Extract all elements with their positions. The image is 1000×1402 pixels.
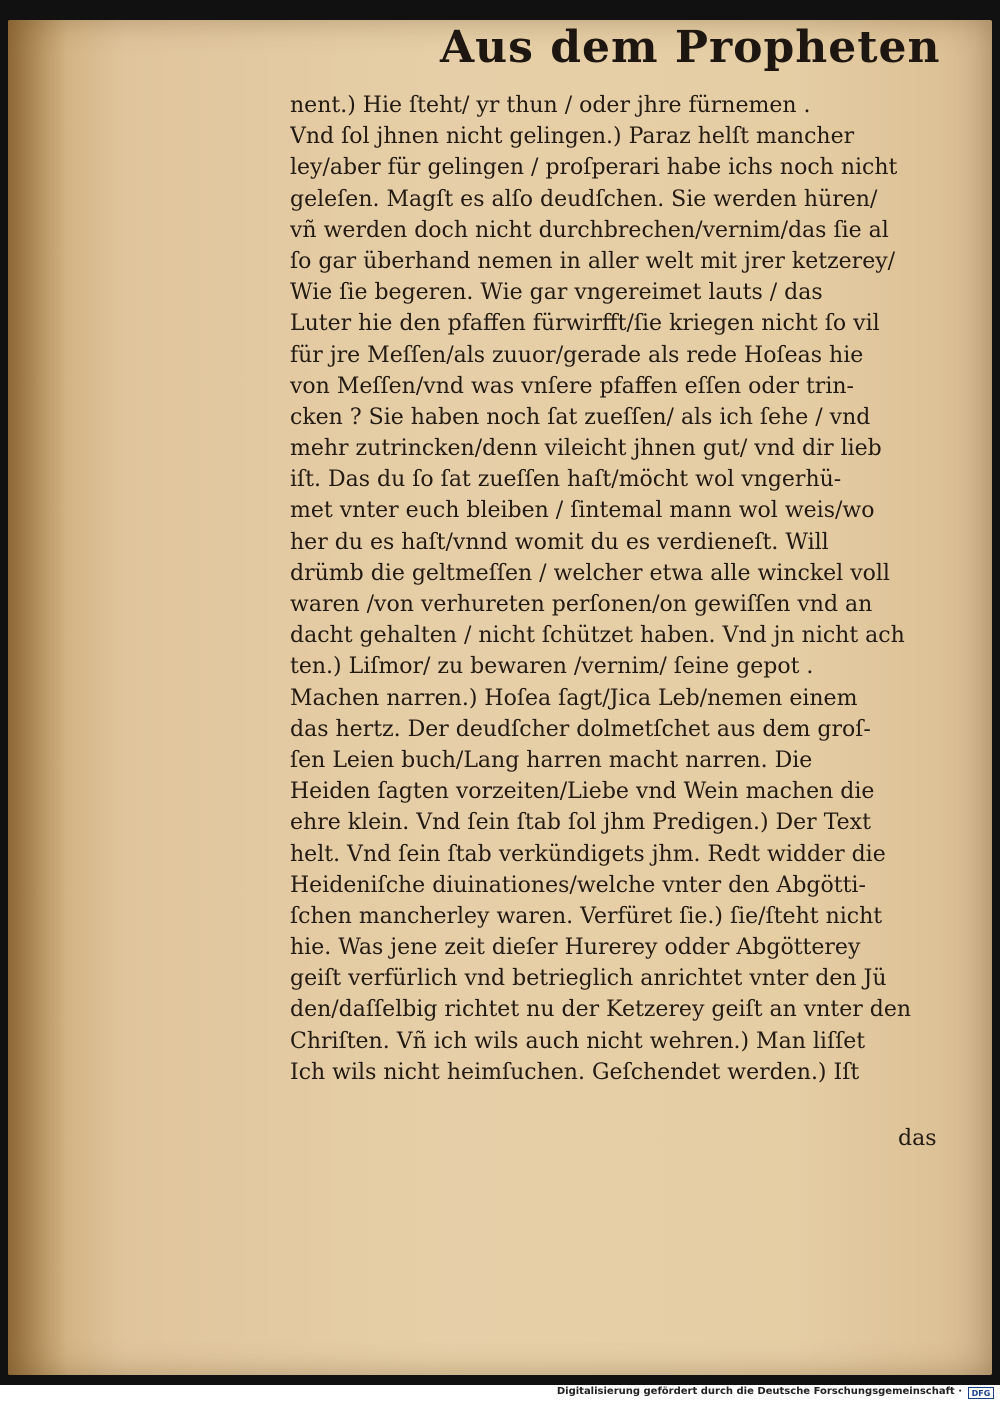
text-line: geleſen. Magſt es alſo deudſchen. Sie werden hüren/ (290, 186, 878, 212)
text-line: waren /von verhureten perſonen/on gewiſſen vnd an (290, 592, 873, 617)
text-line: ley/aber für gelingen / proſperari habe ichs noch nicht (290, 155, 898, 181)
text-line: das hertz. Der deudſcher dolmetſchet aus dem groſ- (290, 716, 871, 742)
text-line: vñ werden doch nicht durchbrechen/vernim/das ſie al (290, 217, 889, 243)
text-line: helt. Vnd ſein ſtab verkündigets jhm. Redt widder die (290, 841, 886, 867)
text-line: ſchen mancherley waren. Verfüret ſie.) ſie/ſteht nicht (290, 903, 883, 929)
text-line: her du es haſt/vnnd womit du es verdieneſt. Will (290, 529, 829, 555)
text-line: nent.) Hie ſteht/ yr thun / oder jhre fürnemen . (290, 93, 811, 118)
text-line: Heideniſche diuinationes/welche vnter den Abgötti- (290, 872, 866, 898)
page-binding-shadow (8, 20, 68, 1375)
text-line: Heiden ſagten vorzeiten/Liebe vnd Wein machen die (290, 779, 875, 805)
text-line: cken ? Sie haben noch ſat zueſſen/ als ich ſehe / vnd (290, 404, 871, 430)
text-line: ehre klein. Vnd ſein ſtab ſol jhm Predigen.) Der Text (290, 810, 871, 836)
text-line: Wie ſie begeren. Wie gar vngereimet lauts / das (290, 280, 823, 306)
funding-credit: Digitalisierung gefördert durch die Deutsche Forschungsgemeinschaft · (556, 1386, 962, 1397)
text-line: geiſt verfürlich vnd betrieglich anrichtet vnter den Jü (290, 966, 887, 992)
text-line: met vnter euch bleiben / ſintemal mann wol weis/wo (290, 498, 875, 524)
text-line: ten.) Liſmor/ zu bewaren /vernim/ ſeine gepot . (290, 654, 814, 680)
dfg-logo: DFG (968, 1387, 994, 1399)
text-line: Luter hie den pfaffen fürwirfft/ſie kriegen nicht ſo vil (290, 311, 880, 337)
text-line: Ich wils nicht heimſuchen. Geſchendet werden.) Iſt (290, 1059, 860, 1085)
text-line: Machen narren.) Hoſea ſagt/Jica Leb/nemen einem (290, 685, 858, 711)
text-line: für jre Meſſen/als zuuor/gerade als rede Hoſeas hie (290, 342, 864, 368)
running-headline: Aus dem Propheten (440, 22, 941, 73)
text-line: hie. Was jene zeit dieſer Hurerey odder Abgötterey (290, 935, 861, 961)
footer-bar (0, 1385, 1000, 1402)
text-line: den/daſſelbig richtet nu der Ketzerey geiſt an vnter den (290, 997, 912, 1023)
text-line: mehr zutrincken/denn vileicht jhnen gut/ vnd dir lieb (290, 436, 882, 462)
text-line: ſen Leien buch/Lang harren macht narren. Die (290, 747, 813, 773)
text-line: drümb die geltmeſſen / welcher etwa alle winckel voll (290, 560, 890, 586)
text-line: von Meſſen/vnd was vnſere pfaffen eſſen oder trin- (290, 373, 854, 399)
text-line: ſo gar überhand nemen in aller welt mit jrer ketzerey/ (290, 248, 896, 274)
text-line: Vnd ſol jhnen nicht gelingen.) Paraz helſt mancher (290, 124, 855, 150)
page-body-text (290, 90, 980, 1088)
text-line: iſt. Das du ſo ſat zueſſen haſt/möcht wol vngerhü- (290, 467, 842, 493)
text-line: dacht gehalten / nicht ſchützet haben. Vnd jn nicht ach (290, 623, 905, 649)
text-line: Chriſten. Vñ ich wils auch nicht wehren.) Man liſſet (290, 1028, 866, 1054)
catchword: das (898, 1126, 937, 1151)
